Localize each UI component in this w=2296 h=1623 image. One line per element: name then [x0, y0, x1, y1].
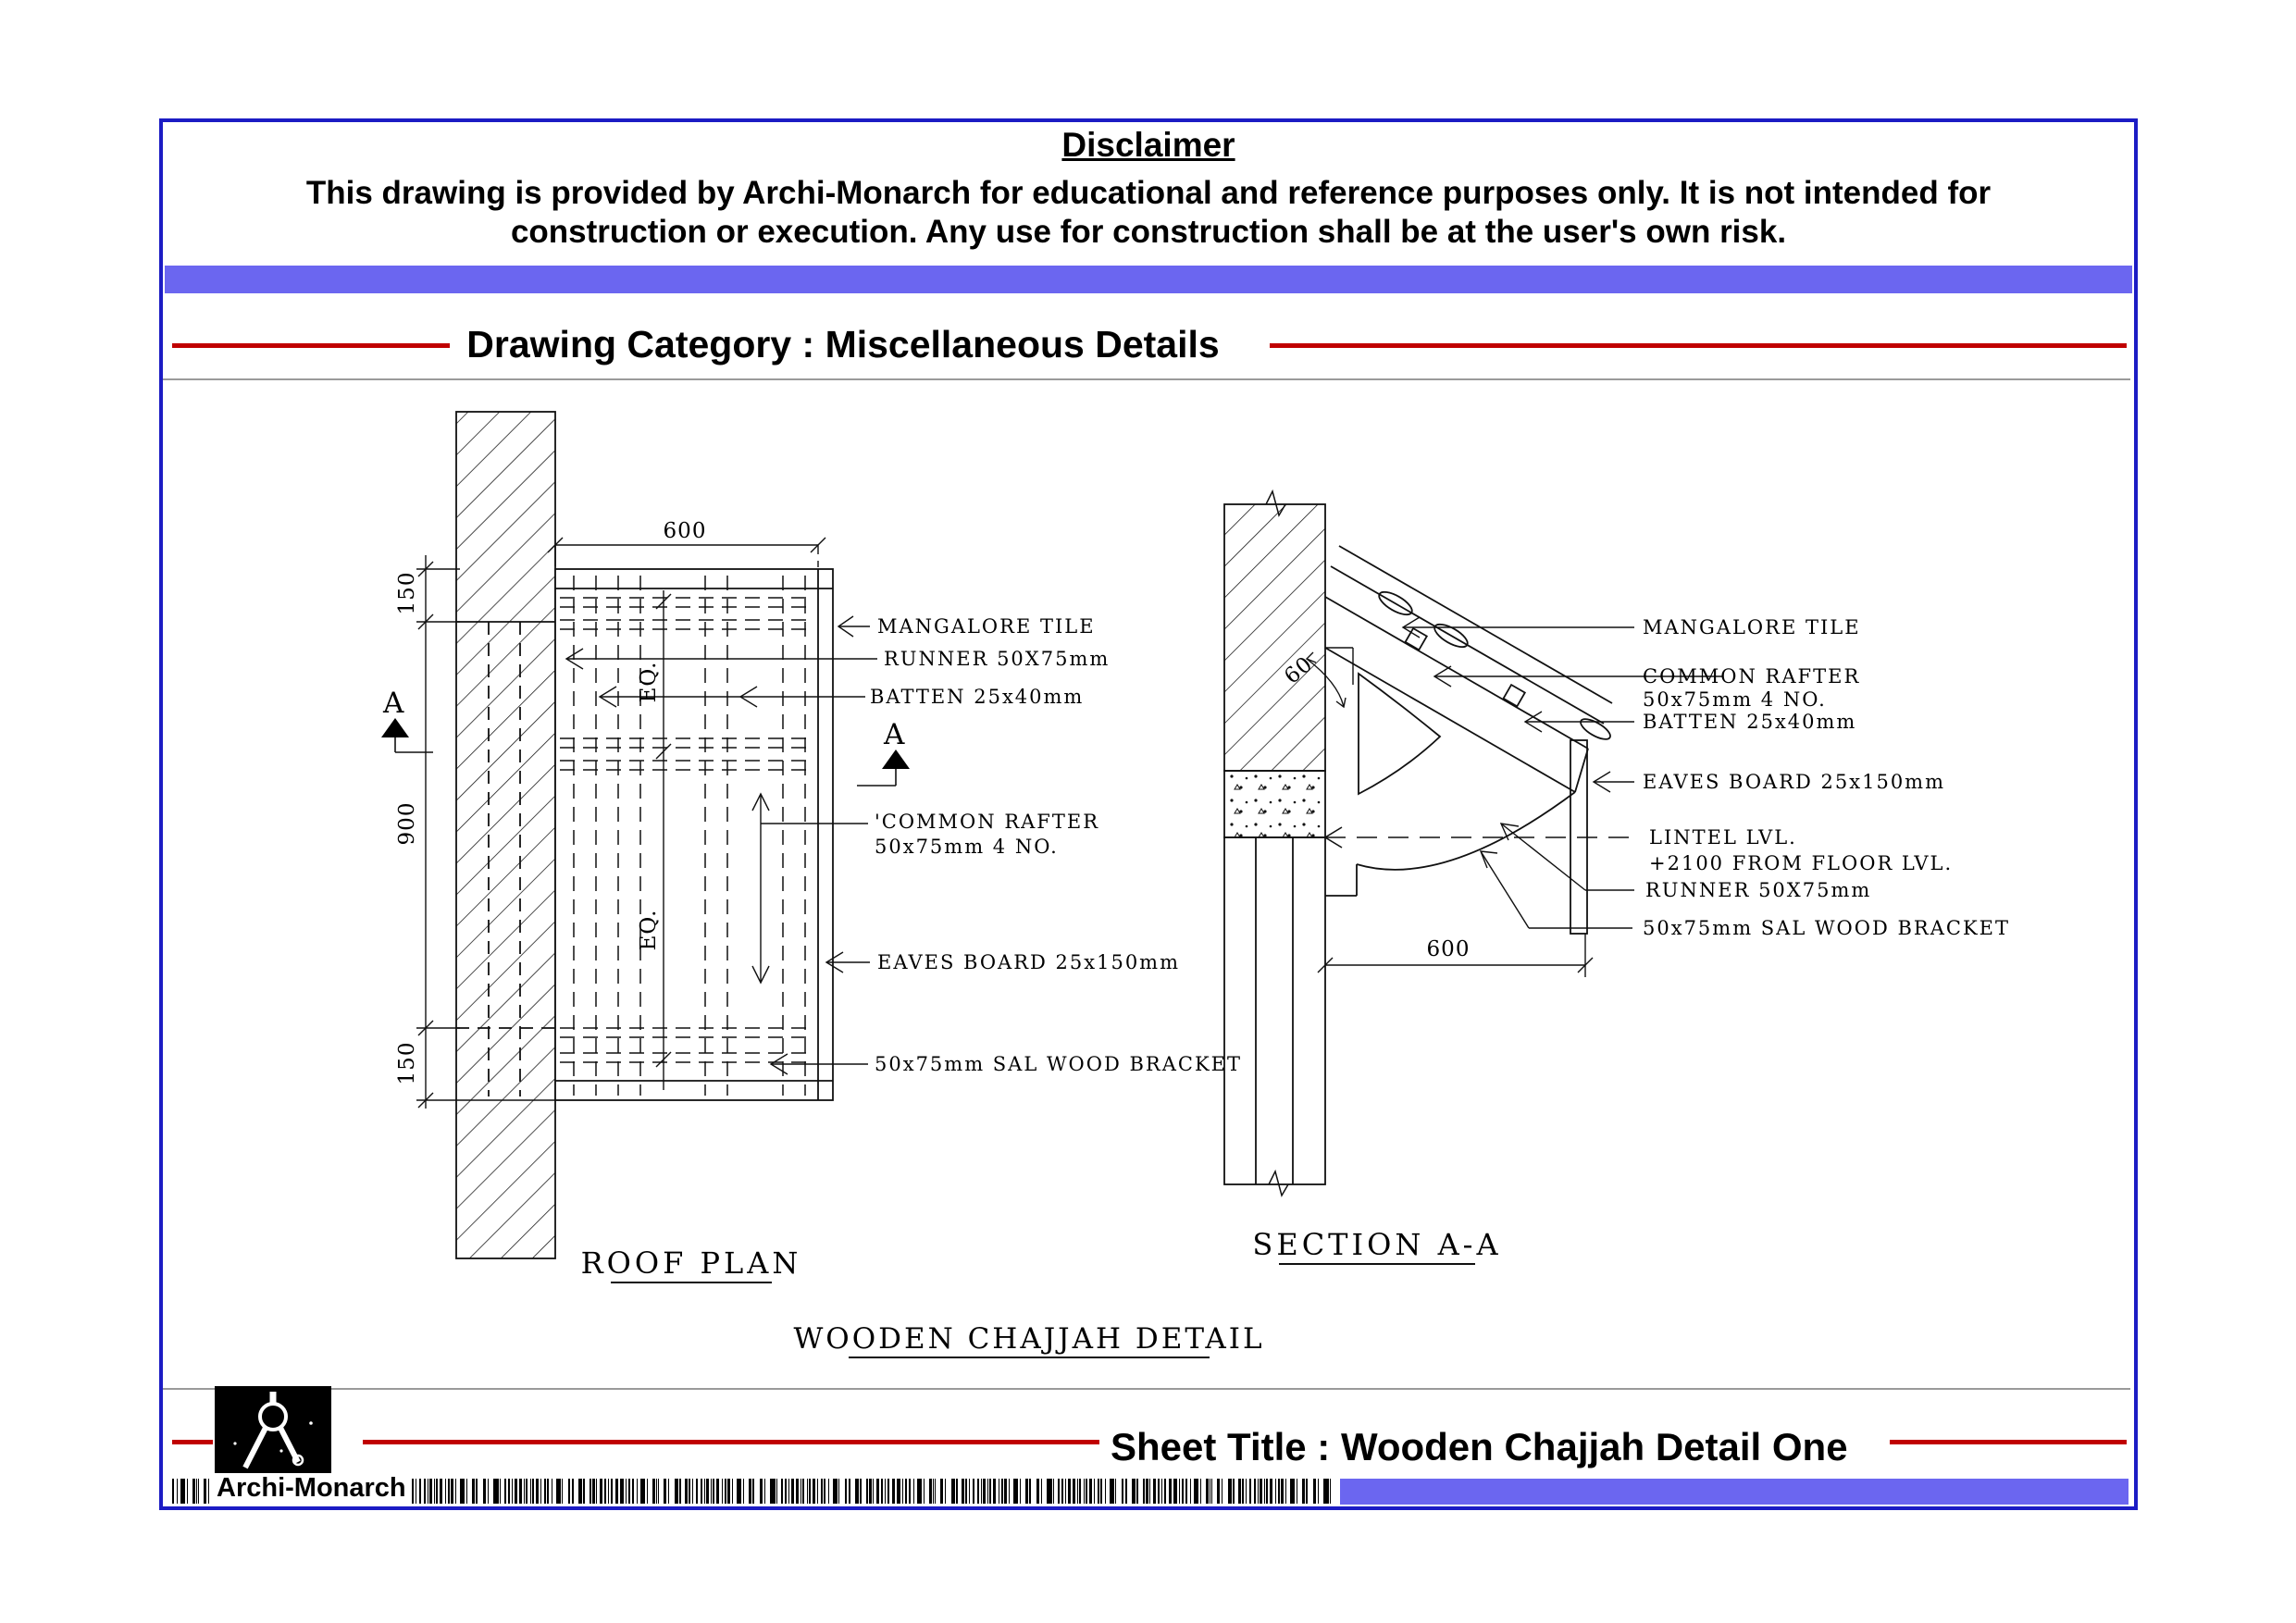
plan-label-common-rafter-1: 'COMMON RAFTER: [875, 811, 1100, 833]
disclaimer-title: Disclaimer: [1061, 126, 1235, 164]
section-title: SECTION A-A: [1252, 1227, 1502, 1262]
roof-plan-drawing: [381, 412, 910, 1282]
plan-label-common-rafter-2: 50x75mm 4 NO.: [875, 836, 1059, 858]
section-bracket: [1325, 674, 1575, 896]
plan-wall-hatched: [456, 412, 555, 1258]
section-label-mangalore-tile: MANGALORE TILE: [1643, 616, 1861, 638]
section-label-lintel-2: +2100 FROM FLOOR LVL.: [1649, 852, 1954, 874]
plan-eq2-label: EQ.: [637, 909, 661, 951]
section-wall-hatched: [1224, 504, 1325, 771]
plan-title: ROOF PLAN: [580, 1245, 802, 1281]
plan-marker-a-right: A: [884, 718, 905, 751]
section-texts: [793, 616, 2010, 1356]
drawing-main-title: WOODEN CHAJJAH DETAIL: [793, 1322, 1265, 1356]
section-wall-below: [1224, 837, 1325, 1184]
barcode-left: [172, 1479, 209, 1504]
disclaimer-line1: This drawing is provided by Archi-Monarch for educational and reference purposes only. It is not intended for: [305, 175, 1992, 211]
footer-rule-mid: [363, 1440, 1099, 1444]
section-label-lintel-1: LINTEL LVL.: [1649, 826, 1797, 849]
plan-dim-600-label: 600: [663, 519, 707, 543]
section-lintel-block: [1224, 771, 1325, 837]
barcode-main: [355, 1479, 1334, 1504]
section-label-runner: RUNNER 50X75mm: [1645, 879, 1872, 901]
divider-band-bottom: [1340, 1479, 2128, 1505]
section-label-batten: BATTEN 25x40mm: [1643, 711, 1857, 733]
section-label-bracket: 50x75mm SAL WOOD BRACKET: [1643, 917, 2010, 939]
plan-eq1-label: EQ.: [637, 661, 661, 703]
plan-dim-150-bottom-label: 150: [395, 1041, 419, 1085]
plan-label-runner: RUNNER 50X75mm: [884, 648, 1111, 670]
plan-label-bracket: 50x75mm SAL WOOD BRACKET: [875, 1053, 1242, 1075]
archi-monarch-logo: [215, 1386, 331, 1475]
section-label-eaves-board: EAVES BOARD 25x150mm: [1643, 771, 1946, 793]
plan-label-mangalore-tile: MANGALORE TILE: [877, 615, 1096, 638]
plan-chajjah-outline: [555, 569, 833, 1100]
separator-bottom: [163, 1388, 2130, 1390]
sheet-title: Sheet Title : Wooden Chajjah Detail One: [1111, 1425, 1848, 1468]
category-label: Drawing Category : Miscellaneous Details: [466, 323, 1220, 365]
compass-icon: [215, 1386, 331, 1475]
plan-dim-150-top-label: 150: [395, 571, 419, 615]
plan-label-batten: BATTEN 25x40mm: [870, 686, 1085, 708]
footer-rule-right: [1890, 1440, 2127, 1444]
section-lintel-line: [1325, 827, 1636, 848]
plan-section-marker-right: [857, 750, 910, 786]
section-dim-600-label: 600: [1426, 937, 1471, 961]
plan-dim-900-label: 900: [395, 801, 419, 846]
section-label-common-rafter-1: COMMON RAFTER: [1643, 665, 1861, 688]
brand-name: Archi-Monarch: [211, 1473, 412, 1504]
section-angle-label: 60: [1280, 651, 1318, 689]
footer-rule-left-dash: [172, 1440, 213, 1444]
plan-label-eaves-board: EAVES BOARD 25x150mm: [877, 951, 1181, 973]
plan-marker-a-left: A: [383, 687, 404, 720]
disclaimer-line2: construction or execution. Any use for construction shall be at the user's own risk.: [510, 214, 1787, 250]
section-label-common-rafter-2: 50x75mm 4 NO.: [1643, 688, 1827, 711]
